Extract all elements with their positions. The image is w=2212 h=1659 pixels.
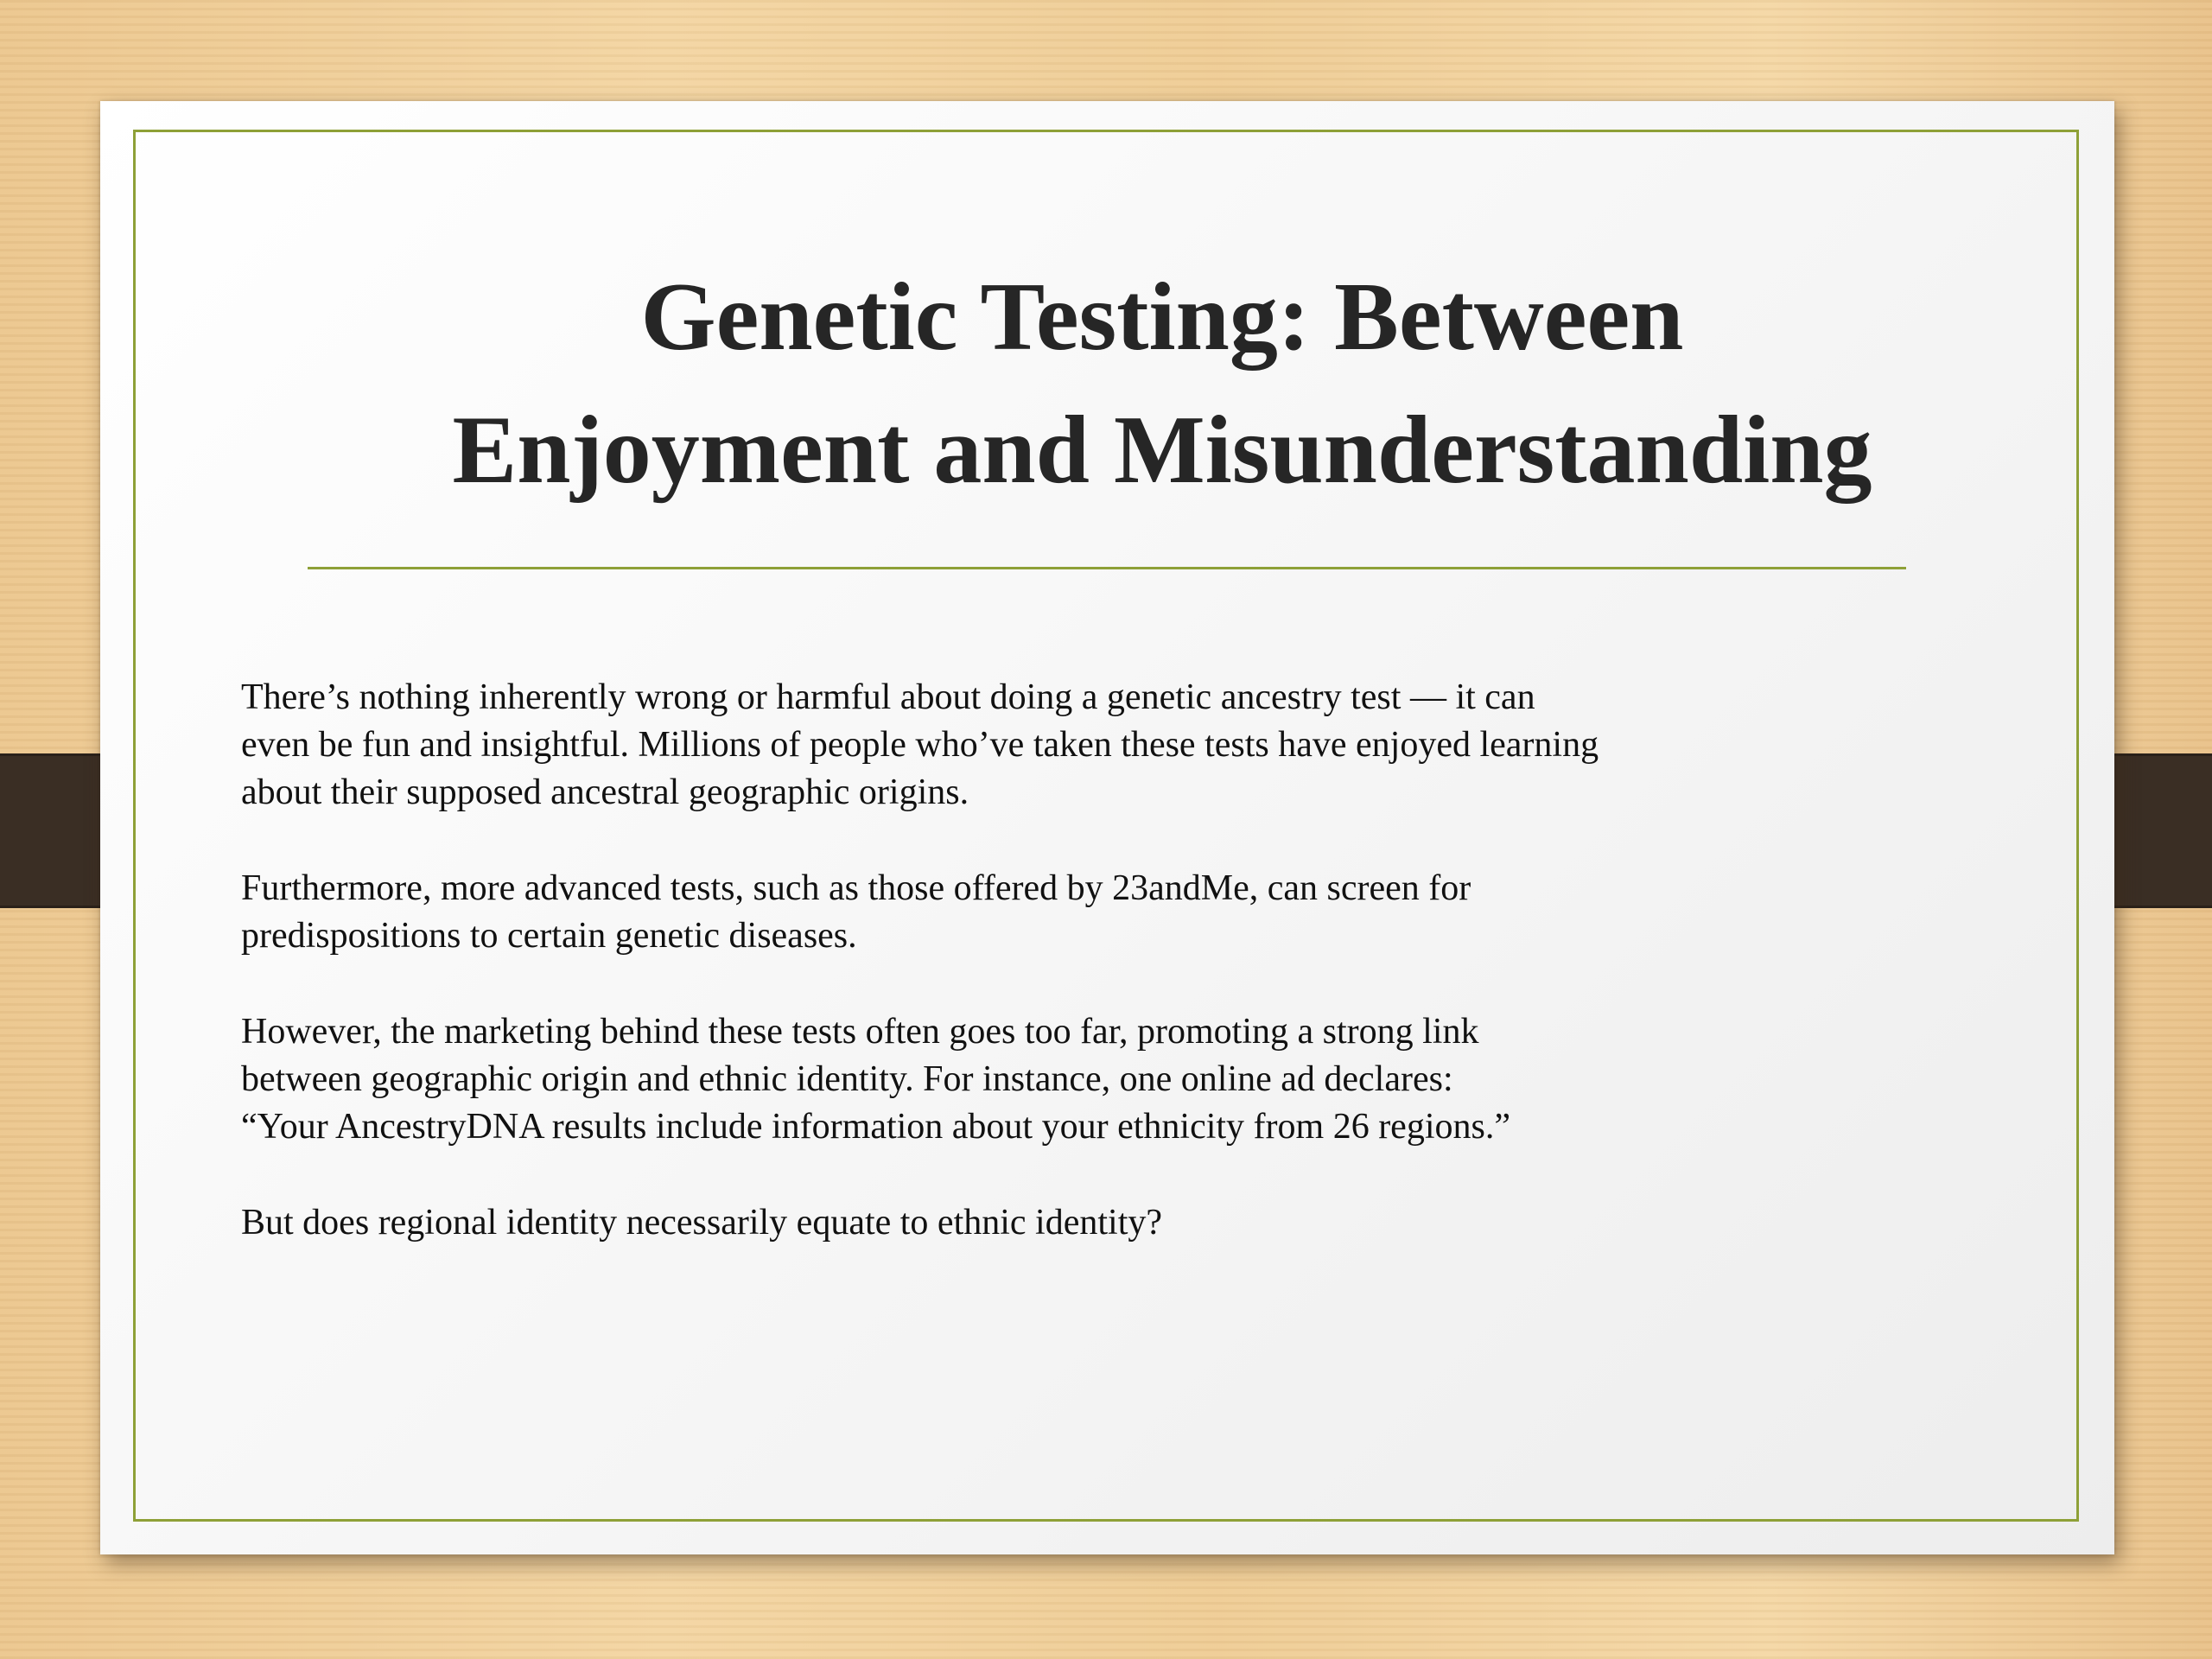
paragraph-line: about their supposed ancestral geographic origins. xyxy=(241,772,969,812)
paragraph-line: But does regional identity necessarily equate to ethnic identity? xyxy=(241,1203,1163,1243)
paragraph-line: even be fun and insightful. Millions of people who’ve taken these tests have enjoyed learning xyxy=(241,725,1599,765)
paragraph-4 xyxy=(241,1199,1883,1247)
paragraph-2 xyxy=(241,865,1883,960)
slide-title xyxy=(259,251,2065,517)
paragraph-3 xyxy=(241,1008,1883,1151)
paragraph-line: predispositions to certain genetic diseases. xyxy=(241,916,857,956)
slide-title-line-1: Genetic Testing: Between xyxy=(640,264,1684,371)
paragraph-line: Furthermore, more advanced tests, such as those offered by 23andMe, can screen for xyxy=(241,868,1471,908)
paragraph-line: “Your AncestryDNA results include information about your ethnicity from 26 regions.” xyxy=(241,1107,1510,1147)
slide-body xyxy=(241,674,1883,1295)
paragraph-1 xyxy=(241,674,1883,817)
paragraph-line: between geographic origin and ethnic identity. For instance, one online ad declares: xyxy=(241,1059,1453,1099)
slide-title-line-2: Enjoyment and Misunderstanding xyxy=(452,397,1872,504)
paragraph-line: However, the marketing behind these tests often goes too far, promoting a strong link xyxy=(241,1012,1479,1052)
title-divider xyxy=(308,567,1906,569)
paragraph-line: There’s nothing inherently wrong or harmful about doing a genetic ancestry test — it can xyxy=(241,677,1535,717)
